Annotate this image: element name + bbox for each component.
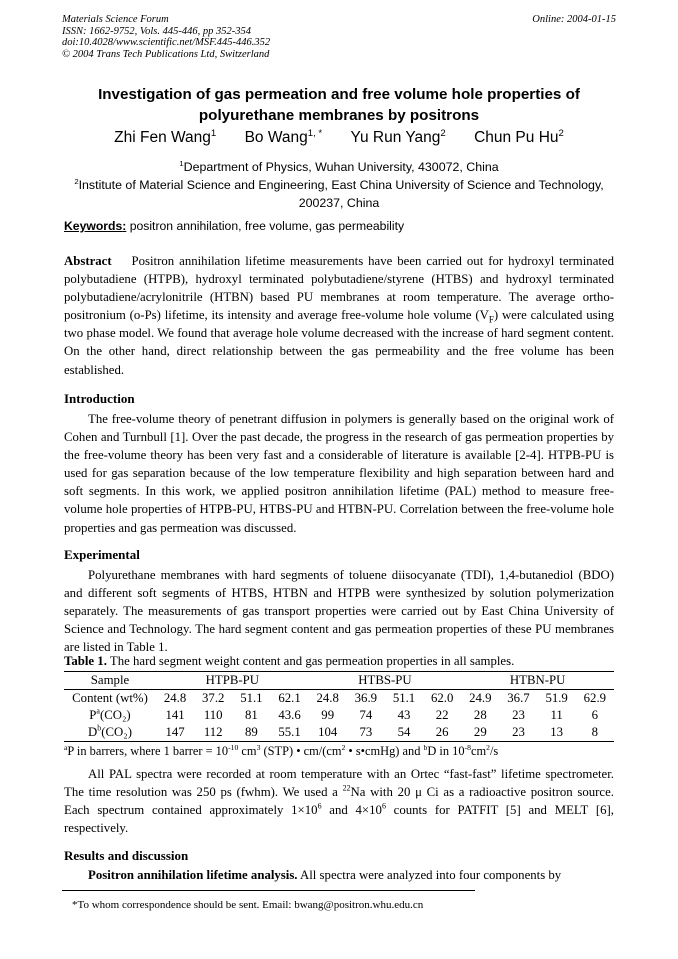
table-cell: 51.1 [385, 690, 423, 708]
row-label: $D^b(CO_2)$ [64, 724, 156, 742]
table-cell: 99 [321, 708, 335, 722]
table-cell: 28 [473, 708, 487, 722]
table-cell: 51.1 [232, 690, 270, 708]
table-cell: 43.6 [278, 708, 301, 722]
table-cell: 104 [309, 724, 347, 742]
online-date: Online: 2004-01-15 [532, 14, 616, 25]
table-cell: 89 [232, 724, 270, 742]
table-cell: 147 [156, 724, 194, 742]
author: Chun Pu Hu$^2$ [474, 127, 564, 146]
table-cell: 26 [423, 724, 461, 742]
table-cell: 24.8 [156, 690, 194, 708]
author: Yu Run Yang$^2$ [350, 127, 446, 146]
table-caption: Table 1. The hard segment weight content and gas permeation properties in all samples. [64, 654, 515, 668]
sample-header: Sample [64, 672, 156, 690]
row-label: Content (wt%) [64, 690, 156, 708]
table-cell: 36.9 [347, 690, 385, 708]
table-cell: 81 [244, 708, 258, 722]
table-cell: 62.9 [576, 690, 614, 708]
experimental-text: Polyurethane membranes with hard segments of toluene diisocyanate (TDI), 1,4-butanediol (BDO) and different soft segments of HTBS, HTBN and HTPB were synthesized by solution polymerization separately. The measurements of gas transport properties were carried out by East China University of Science and Technology. The hard segment content and gas permeation properties of these PU membranes are listed in Table 1. [64, 568, 614, 655]
table-note: $^a$P in barrers, where 1 barrer = $10^{-10}$ $cm^3$ (STP) • $cm/(cm^2$ • s•cmHg) and $^b$D in $10^{-8}cm^2/s$ [64, 742, 499, 758]
table-cell: 62.1 [270, 690, 308, 708]
doi-line: doi:10.4028/www.scientific.net/MSF.445-446.352 [62, 37, 271, 48]
table-cell: 141 [165, 708, 185, 722]
title-line-1: Investigation of gas permeation and free volume hole properties of [98, 86, 580, 103]
group-header: HTBS-PU [309, 672, 462, 690]
table-cell: 54 [385, 724, 423, 742]
pal-text: All PAL spectra were recorded at room temperature with an Ortec “fast-fast” lifetime spectrometer. The time resolution was 250 ps (fwhm). We used a $^{22}$Na with 20 μ Ci as a radioactive positron source. Each spectrum contained approximately $1\times 10^6$ and $4\times 10^6$ counts for PATFIT [5] and MELT [6], respectively. [64, 767, 614, 836]
table-cell: 13 [538, 724, 576, 742]
introduction-text: The free-volume theory of penetrant diffusion in polymers is generally based on the original work of Cohen and Turnbull [1]. Over the past decade, the progress in the research of gas permeation properties by the free-volume theory has been very fast and a considerable of literature is available [2-4]. HTPB-PU is used for gas separation because of the low temperature flexibility and high separation between hard and soft segments. In this work, we applied positron annihilation lifetime (PAL) method to measure free-volume hole properties of HTPB-PU, HTBS-PU and HTBN-PU. Correlation between the free-volume hole properties and gas permeation was discussed. [64, 412, 614, 535]
paper-title [60, 84, 618, 126]
table-cell: 110 [203, 708, 223, 722]
table-row [64, 690, 614, 708]
keywords: Keywords: positron annihilation, free volume, gas permeability [64, 219, 405, 233]
table-cell: 51.9 [538, 690, 576, 708]
table-cell: 62.0 [423, 690, 461, 708]
row-label: $P^a(CO_2)$ [89, 706, 131, 722]
table-cell: 43 [397, 708, 411, 722]
footnote-rule [62, 890, 475, 891]
author: Zhi Fen Wang$^1$ [114, 127, 217, 146]
author-list [60, 129, 618, 147]
affiliation-1: $^1$Department of Physics, Wuhan University, 430072, China [179, 158, 499, 174]
table-cell: 112 [194, 724, 232, 742]
table-cell: 6 [591, 708, 599, 722]
gas-permeation-table [64, 671, 614, 742]
table-cell: 23 [512, 708, 525, 722]
table-cell: 24.8 [309, 690, 347, 708]
affiliation-2: $^2$Institute of Material Science and Engineering, East China University of Science and Technology, 200237, China [74, 176, 604, 210]
experimental-heading: Experimental [64, 547, 140, 562]
table-cell: 36.7 [499, 690, 537, 708]
table-header-row [64, 672, 614, 690]
table-cell: 55.1 [270, 724, 308, 742]
table-row [64, 724, 614, 742]
table-cell: 29 [461, 724, 499, 742]
results-heading: Results and discussion [64, 848, 189, 863]
introduction-heading: Introduction [64, 391, 135, 406]
results-text: Positron annihilation lifetime analysis. All spectra were analyzed into four components by [88, 868, 562, 882]
table-cell: 22 [435, 708, 449, 722]
group-header: HTPB-PU [156, 672, 309, 690]
author: Bo Wang$^{1, *}$ [244, 127, 323, 146]
journal-header [62, 14, 270, 60]
footnote: *To whom correspondence should be sent. Email: bwang@positron.whu.edu.cn [72, 899, 424, 911]
table-cell: 73 [347, 724, 385, 742]
table-cell: 74 [359, 708, 373, 722]
table-cell: 37.2 [194, 690, 232, 708]
issn-line: ISSN: 1662-9752, Vols. 445-446, pp 352-354 [62, 25, 251, 37]
title-line-2: polyurethane membranes by positrons [198, 107, 480, 124]
table-cell: 11 [550, 708, 563, 722]
copyright-line: © 2004 Trans Tech Publications Ltd, Switzerland [62, 48, 270, 60]
abstract: Abstract Positron annihilation lifetime measurements have been carried out for hydroxyl terminated polybutadiene (HTPB), hydroxyl terminated polybutadiene/styrene (HTBS) and hydroxyl terminated polybutadiene/acrylonitrile (HTBN) based PU membranes at room temperature. The average ortho-positronium (o-Ps) lifetime, its intensity and average free-volume hole volume $(V_F)$ were calculated using two phase model. We found that average hole volume decreased with the increase of hard segment content. On the other hand, direct relationship between the gas permeability and the free volume has been established. [64, 254, 615, 377]
table-cell: 8 [576, 724, 614, 742]
table-cell: 23 [499, 724, 537, 742]
table-row [64, 707, 614, 724]
journal-name: Materials Science Forum [62, 14, 169, 25]
group-header: HTBN-PU [461, 672, 614, 690]
table-cell: 24.9 [461, 690, 499, 708]
